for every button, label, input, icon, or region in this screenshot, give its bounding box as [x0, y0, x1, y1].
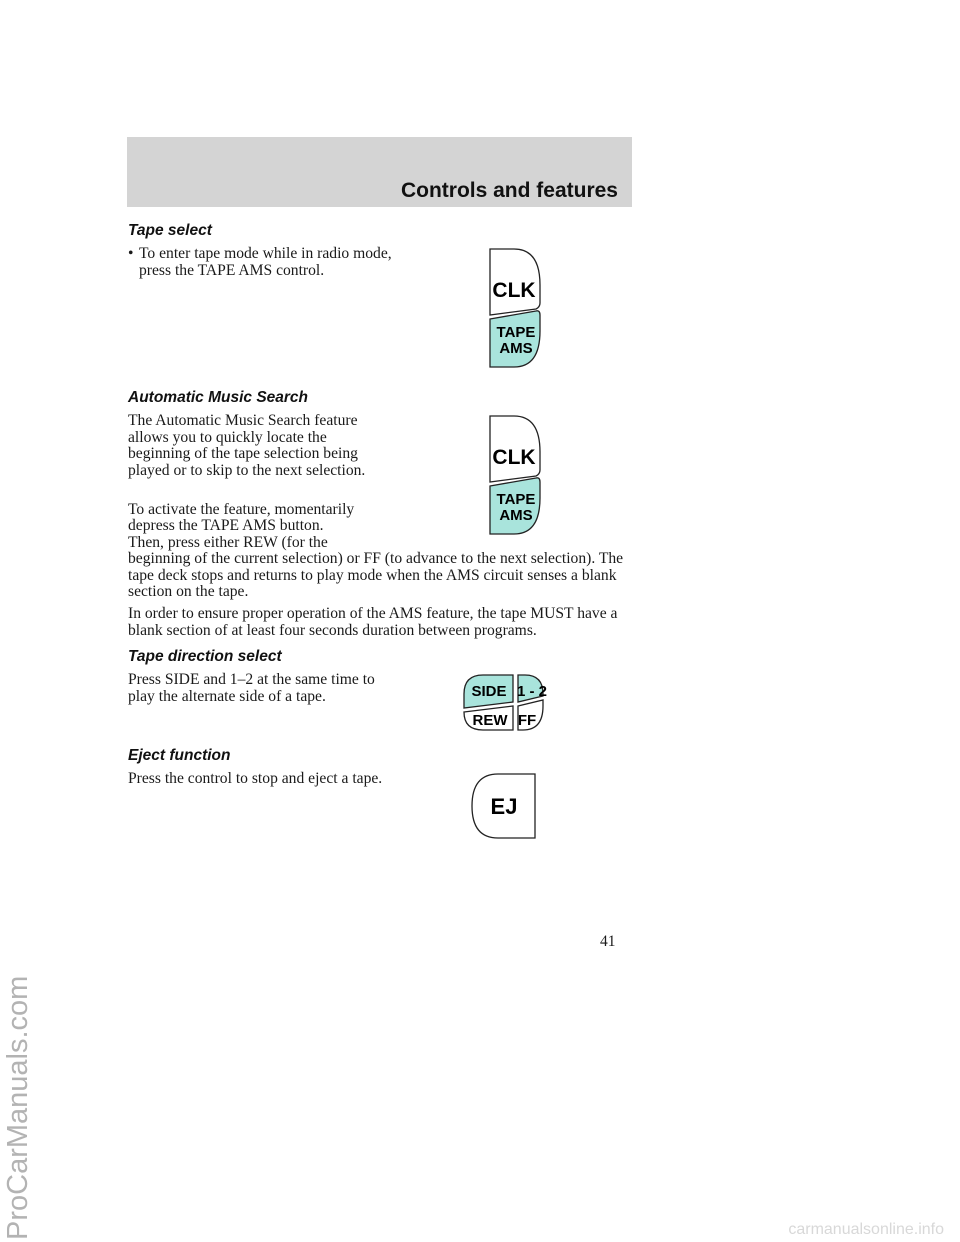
eject-button [468, 772, 540, 844]
one-two-label: 1 - 2 [516, 683, 548, 700]
ej-label: EJ [490, 794, 518, 819]
heading-tape-direction: Tape direction select [128, 648, 282, 665]
ams-paragraph-1: The Automatic Music Search feature allows you to quickly locate the beginning of the tape selection being played or to skip to the next selection. [128, 412, 366, 479]
bullet-dot: • [128, 245, 134, 262]
ams-label: AMS [499, 340, 533, 357]
header-band [127, 137, 632, 207]
tape-direction-text: Press SIDE and 1–2 at the same time to play the alternate side of a tape. [128, 671, 375, 705]
heading-tape-select: Tape select [128, 222, 212, 239]
rew-label: REW [472, 712, 508, 729]
side-label: SIDE [471, 683, 507, 700]
tape-select-text: To enter tape mode while in radio mode, press the TAPE AMS control. [139, 245, 392, 279]
heading-ams: Automatic Music Search [128, 389, 309, 406]
ams-label: AMS [499, 507, 533, 524]
clk-tape-ams-button-1 [486, 245, 546, 375]
heading-eject: Eject function [128, 747, 231, 764]
clk-label: CLK [492, 446, 536, 469]
ams-p2-line1: To activate the feature, momentarily [128, 501, 355, 518]
side-rew-1-2-ff-buttons [461, 672, 547, 734]
ams-paragraph-3: In order to ensure proper operation of the AMS feature, the tape MUST have a blank section of at least four seconds duration between programs. [128, 605, 618, 639]
page-number: 41 [600, 933, 616, 950]
tape-label: TAPE [496, 491, 536, 508]
tape-label: TAPE [496, 324, 536, 341]
watermark-bottom: carmanualsonline.info [788, 1221, 944, 1238]
clk-tape-ams-button-2 [486, 412, 546, 542]
watermark-left: ProCarManuals.com [2, 975, 34, 1240]
ams-paragraph-2-rest: beginning of the current selection) or FF (to advance to the next selection). The tape deck stops and returns to play mode when the AMS circuit senses a blank section on the tape. [128, 550, 624, 601]
ff-label: FF [517, 712, 537, 729]
section-title: Controls and features [400, 179, 618, 202]
ams-p2-line3: Then, press either REW (for the [128, 534, 328, 551]
clk-label: CLK [492, 279, 536, 302]
eject-text: Press the control to stop and eject a tape. [128, 770, 383, 787]
ams-p2-line2: depress the TAPE AMS button. [128, 517, 324, 534]
